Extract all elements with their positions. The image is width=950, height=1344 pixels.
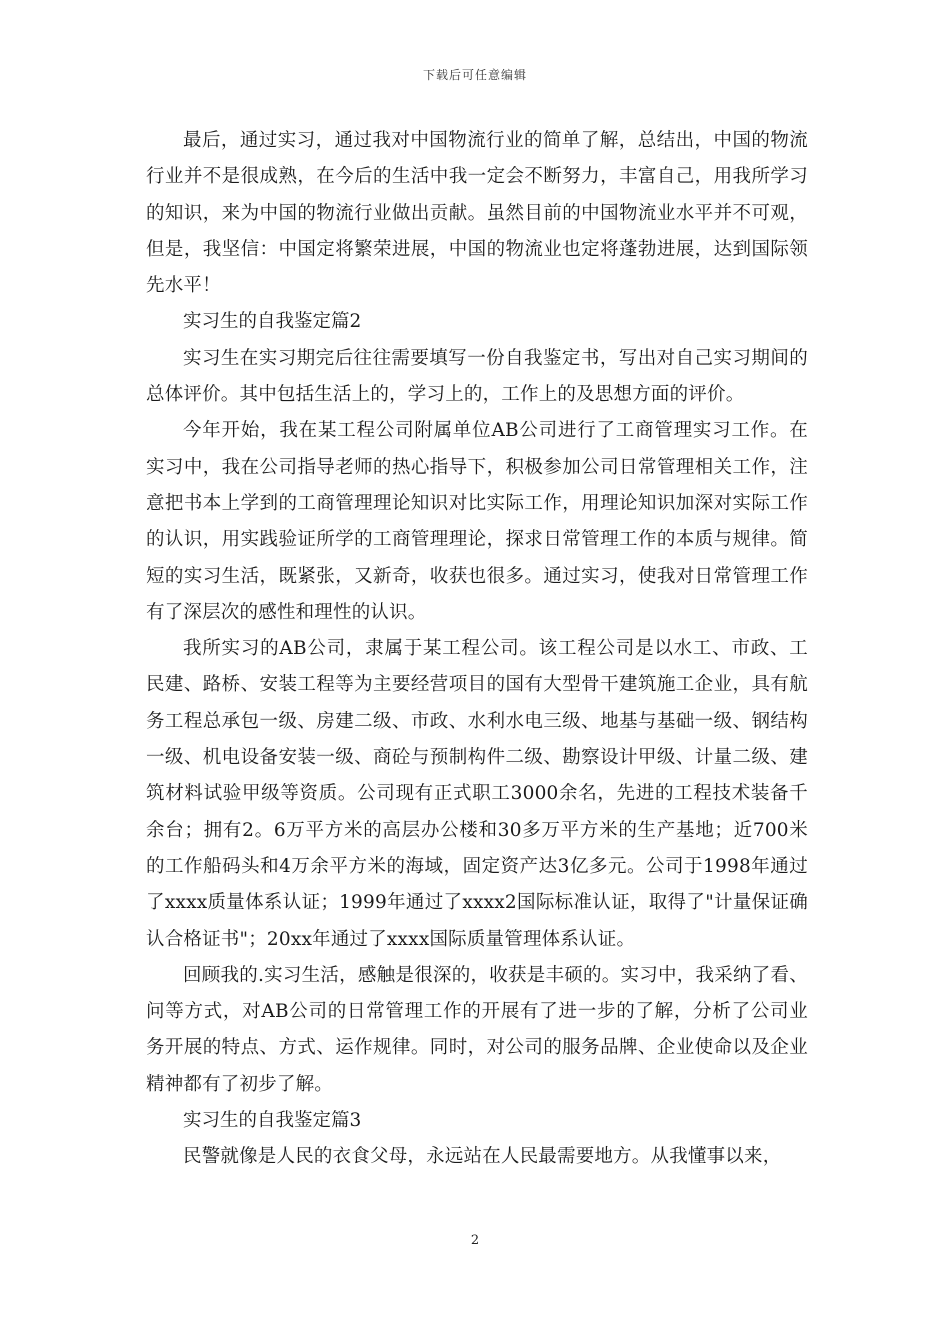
paragraph-review: 回顾我的.实习生活，感触是很深的，收获是丰硕的。实习中，我采纳了看、问等方式，对AB公司的日常管理工作的开展有了进一步的了解，分析了公司业务开展的特点、方式、运作规律。同时，对公司的服务品牌、企业使命以及企业精神都有了初步了解。: [146, 964, 808, 1095]
paragraph-conclusion: 最后，通过实习，通过我对中国物流行业的简单了解，总结出，中国的物流行业并不是很成熟，在今后的生活中我一定会不断努力，丰富自己，用我所学习的知识，来为中国的物流行业做出贡献。虽然目前的中国物流业水平并不可观，但是，我坚信：中国定将繁荣进展，中国的物流业也定将蓬勃进展，达到国际领先水平！: [146, 130, 808, 297]
document-body: [146, 123, 808, 1176]
paragraph-company-profile: 我所实习的AB公司，隶属于某工程公司。该工程公司是以水工、市政、工民建、路桥、安装工程等为主要经营项目的国有大型骨干建筑施工企业，具有航务工程总承包一级、房建二级、市政、水利水电三级、地基与基础一级、钢结构一级、机电设备安装一级、商砼与预制构件二级、勘察设计甲级、计量二级、建筑材料试验甲级等资质。公司现有正式职工3000余名，先进的工程技术装备千余台；拥有2。6万平方米的高层办公楼和30多万平方米的生产基地；近700米的工作船码头和4万余平方米的海域，固定资产达3亿多元。公司于1998年通过了xxxx质量体系认证；1999年通过了xxxx2国际标准认证，取得了"计量保证确认合格证书"；20xx年通过了xxxx国际质量管理体系认证。: [146, 638, 808, 950]
page-number: 2: [470, 1233, 480, 1248]
section-heading-3: 实习生的自我鉴定篇3: [183, 1110, 362, 1132]
page-header: 下载后可任意编辑: [422, 68, 527, 82]
section-heading-2: 实习生的自我鉴定篇2: [183, 311, 362, 333]
paragraph-police: 民警就像是人民的衣食父母，永远站在人民最需要地方。从我懂事以来，: [183, 1146, 782, 1168]
paragraph-intro: 实习生在实习期完后往往需要填写一份自我鉴定书，写出对自己实习期间的总体评价。其中包括生活上的，学习上的，工作上的及思想方面的评价。: [146, 347, 808, 406]
paragraph-internship-start: 今年开始，我在某工程公司附属单位AB公司进行了工商管理实习工作。在实习中，我在公司指导老师的热心指导下，积极参加公司日常管理相关工作，注意把书本上学到的工商管理理论知识对比实际工作，用理论知识加深对实际工作的认识，用实践验证所学的工商管理理论，探求日常管理工作的本质与规律。简短的实习生活，既紧张，又新奇，收获也很多。通过实习，使我对日常管理工作有了深层次的感性和理性的认识。: [146, 420, 808, 623]
